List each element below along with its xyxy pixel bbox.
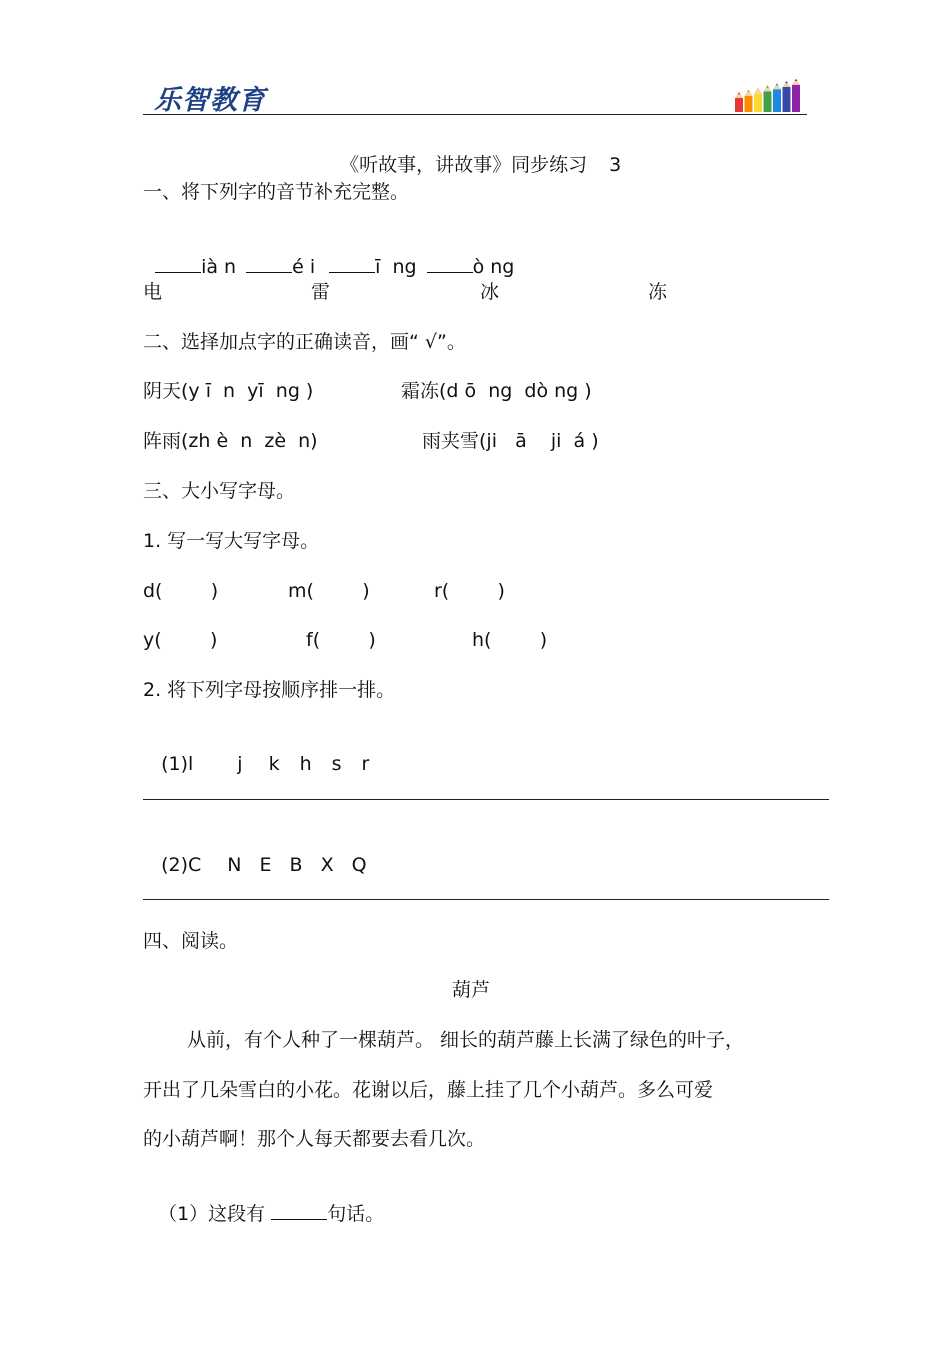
pinyin-blank-2[interactable] xyxy=(246,254,292,273)
story-title: 葫芦 xyxy=(452,979,491,1001)
letter-d[interactable]: d( ) xyxy=(143,580,219,602)
section2-heading: 二、选择加点字的正确读音，画“ √”。 xyxy=(143,331,466,353)
question-1-blank[interactable] xyxy=(271,1201,327,1220)
seq1-letter: r xyxy=(361,753,370,775)
pencil-lead xyxy=(776,83,779,85)
pencil-body xyxy=(783,87,791,112)
pencil-body xyxy=(773,89,781,112)
question-1-prefix: （1）这段有 xyxy=(158,1203,266,1225)
letter-m[interactable]: m( ) xyxy=(288,580,370,602)
seq2-letter: N xyxy=(227,854,242,876)
letter-r[interactable]: r( ) xyxy=(434,580,505,602)
story-line-3: 的小葫芦啊！那个人每天都要去看几次。 xyxy=(143,1128,486,1150)
pencil-body xyxy=(735,98,743,112)
section1-heading: 一、将下列字的音节补充完整。 xyxy=(143,181,410,203)
letter-f[interactable]: f( ) xyxy=(306,629,376,651)
story-line-1: 从前，有个人种了一棵葫芦。 细长的葫芦藤上长满了绿色的叶子， xyxy=(187,1029,745,1051)
reading-item-3[interactable]: 阵雨(zh è n zè n) xyxy=(143,430,318,452)
section3-sub2: 2. 将下列字母按顺序排一排。 xyxy=(143,679,396,701)
question-1-suffix: 句话。 xyxy=(327,1203,385,1225)
pencil-lead xyxy=(785,81,788,83)
section4-heading: 四、阅读。 xyxy=(143,930,239,952)
pencils-icon xyxy=(732,72,806,114)
pencil-lead xyxy=(795,79,798,81)
seq2-letter: Q xyxy=(351,854,367,876)
answer-line-1[interactable] xyxy=(143,799,829,800)
seq1-letter: h xyxy=(299,753,312,775)
title-number: 3 xyxy=(609,154,622,176)
brand-logo: 乐智教育 xyxy=(154,85,266,116)
pinyin-1: ià n xyxy=(201,256,237,278)
question-1 xyxy=(146,1177,384,1226)
char-3: 冰 xyxy=(480,281,500,303)
story-line-2: 开出了几朵雪白的小花。花谢以后，藤上挂了几个小葫芦。多么可爱 xyxy=(143,1079,714,1101)
pinyin-3: ī ng xyxy=(375,256,417,278)
seq1-label: (1)l xyxy=(161,753,194,775)
letter-y[interactable]: y( ) xyxy=(143,629,218,651)
seq2-letter: E xyxy=(259,854,272,876)
sequence-2 xyxy=(149,829,367,877)
answer-line-2[interactable] xyxy=(143,899,829,900)
title-text: 《听故事，讲故事》同步练习 xyxy=(340,154,588,176)
seq2-label: (2)C xyxy=(161,854,202,876)
pinyin-blank-3[interactable] xyxy=(329,254,375,273)
pinyin-2: é i xyxy=(292,256,316,278)
pencil-body xyxy=(745,96,753,112)
section3-sub1: 1. 写一写大写字母。 xyxy=(143,530,320,552)
pencil-lead xyxy=(757,88,760,90)
seq2-letter: X xyxy=(320,854,334,876)
header-rule xyxy=(143,114,807,115)
pencil-lead xyxy=(747,90,750,92)
letter-h[interactable]: h( ) xyxy=(472,629,548,651)
pencil-lead xyxy=(738,92,741,94)
page-title xyxy=(328,129,621,177)
seq1-letter: j xyxy=(237,753,243,775)
sequence-1 xyxy=(149,728,369,776)
pinyin-blank-1[interactable] xyxy=(155,254,201,273)
char-2: 雷 xyxy=(311,281,331,303)
pencil-body xyxy=(764,91,772,112)
pencil-body xyxy=(754,94,762,112)
char-1: 电 xyxy=(143,281,163,303)
seq1-letter: s xyxy=(331,753,342,775)
seq1-letter: k xyxy=(268,753,280,775)
reading-item-2[interactable]: 霜冻(d ō ng dò ng ) xyxy=(401,380,592,402)
char-4: 冻 xyxy=(648,281,668,303)
section3-heading: 三、大小写字母。 xyxy=(143,480,296,502)
reading-item-1[interactable]: 阴天(y ī n yī ng ) xyxy=(143,380,314,402)
pinyin-row xyxy=(143,230,514,279)
reading-item-4[interactable]: 雨夹雪(ji ā ji á ) xyxy=(422,430,599,452)
pencil-body xyxy=(792,85,800,112)
pinyin-blank-4[interactable] xyxy=(427,254,473,273)
pinyin-4: ò ng xyxy=(472,256,515,278)
pencil-lead xyxy=(766,85,769,87)
seq2-letter: B xyxy=(289,854,303,876)
